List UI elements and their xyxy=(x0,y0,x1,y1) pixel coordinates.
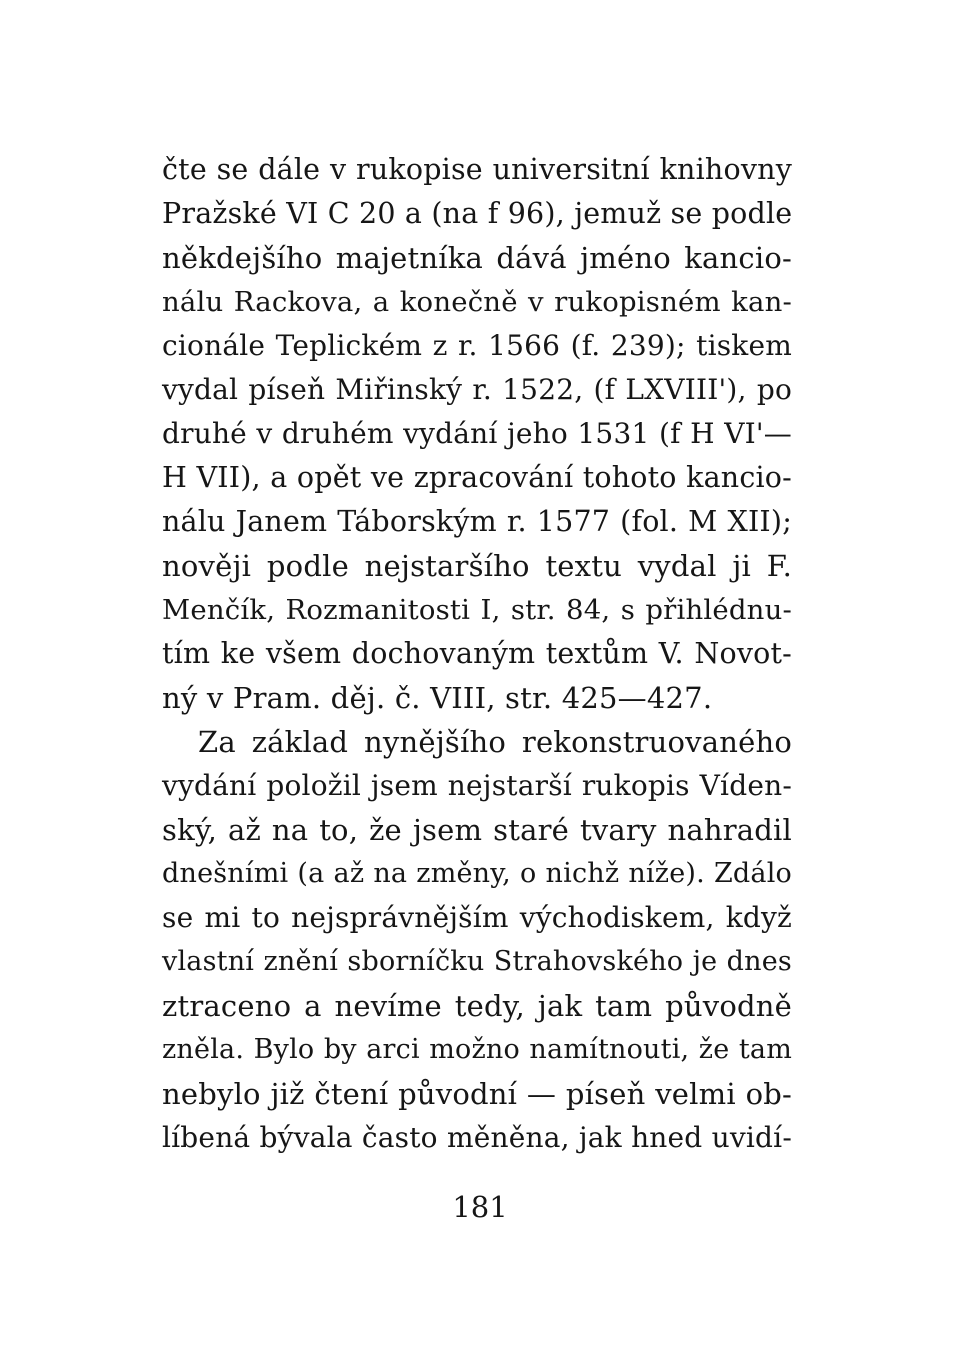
text-line: nověji podle nejstaršího textu vydal ji F. xyxy=(162,549,792,583)
text-line: vydání položil jsem nejstarší rukopis Víden- xyxy=(162,769,792,802)
text-line: čte se dále v rukopise universitní knihovny xyxy=(162,153,792,186)
text-line: Menčík, Rozmanitosti I, str. 84, s přihlédnu- xyxy=(162,594,792,626)
text-line: líbená bývala často měněna, jak hned uvidí- xyxy=(162,1121,792,1154)
text-line: tím ke všem dochovaným textům V. Novot- xyxy=(162,637,792,670)
text-line: vydal píseň Miřinský r. 1522, (f LXVIII'), po xyxy=(162,373,792,406)
text-line: ský, až na to, že jsem staré tvary nahradil xyxy=(162,813,792,847)
text-line: cionále Teplickém z r. 1566 (f. 239); tiskem xyxy=(162,329,792,362)
body-text xyxy=(162,148,792,1160)
text-line: ztraceno a nevíme tedy, jak tam původně xyxy=(162,989,792,1023)
text-line: někdejšího majetníka dává jméno kancio- xyxy=(162,241,792,275)
text-line: nebylo již čtení původní — píseň velmi ob- xyxy=(162,1077,792,1111)
text-line: ný v Pram. děj. č. VIII, str. 425—427. xyxy=(162,681,713,715)
page-number: 181 xyxy=(452,1190,508,1224)
text-line: nálu Janem Táborským r. 1577 (fol. M XII); xyxy=(162,505,792,538)
paragraph-start-line: Za základ nynějšího rekonstruovaného xyxy=(198,725,792,759)
text-line: druhé v druhém vydání jeho 1531 (f H VI'— xyxy=(162,417,792,450)
text-line: vlastní znění sborníčku Strahovského je dnes xyxy=(162,946,792,977)
text-line: se mi to nejsprávnějším východiskem, když xyxy=(162,901,792,934)
text-line: dnešními (a až na změny, o nichž níže). Zdálo xyxy=(162,858,792,889)
text-line: zněla. Bylo by arci možno namítnouti, že tam xyxy=(162,1034,792,1065)
text-line: H VII), a opět ve zpracování tohoto kancio- xyxy=(162,461,792,494)
text-line: Pražské VI C 20 a (na f 96), jemuž se podle xyxy=(162,197,793,230)
text-line: nálu Rackova, a konečně v rukopisném kan- xyxy=(162,286,792,318)
